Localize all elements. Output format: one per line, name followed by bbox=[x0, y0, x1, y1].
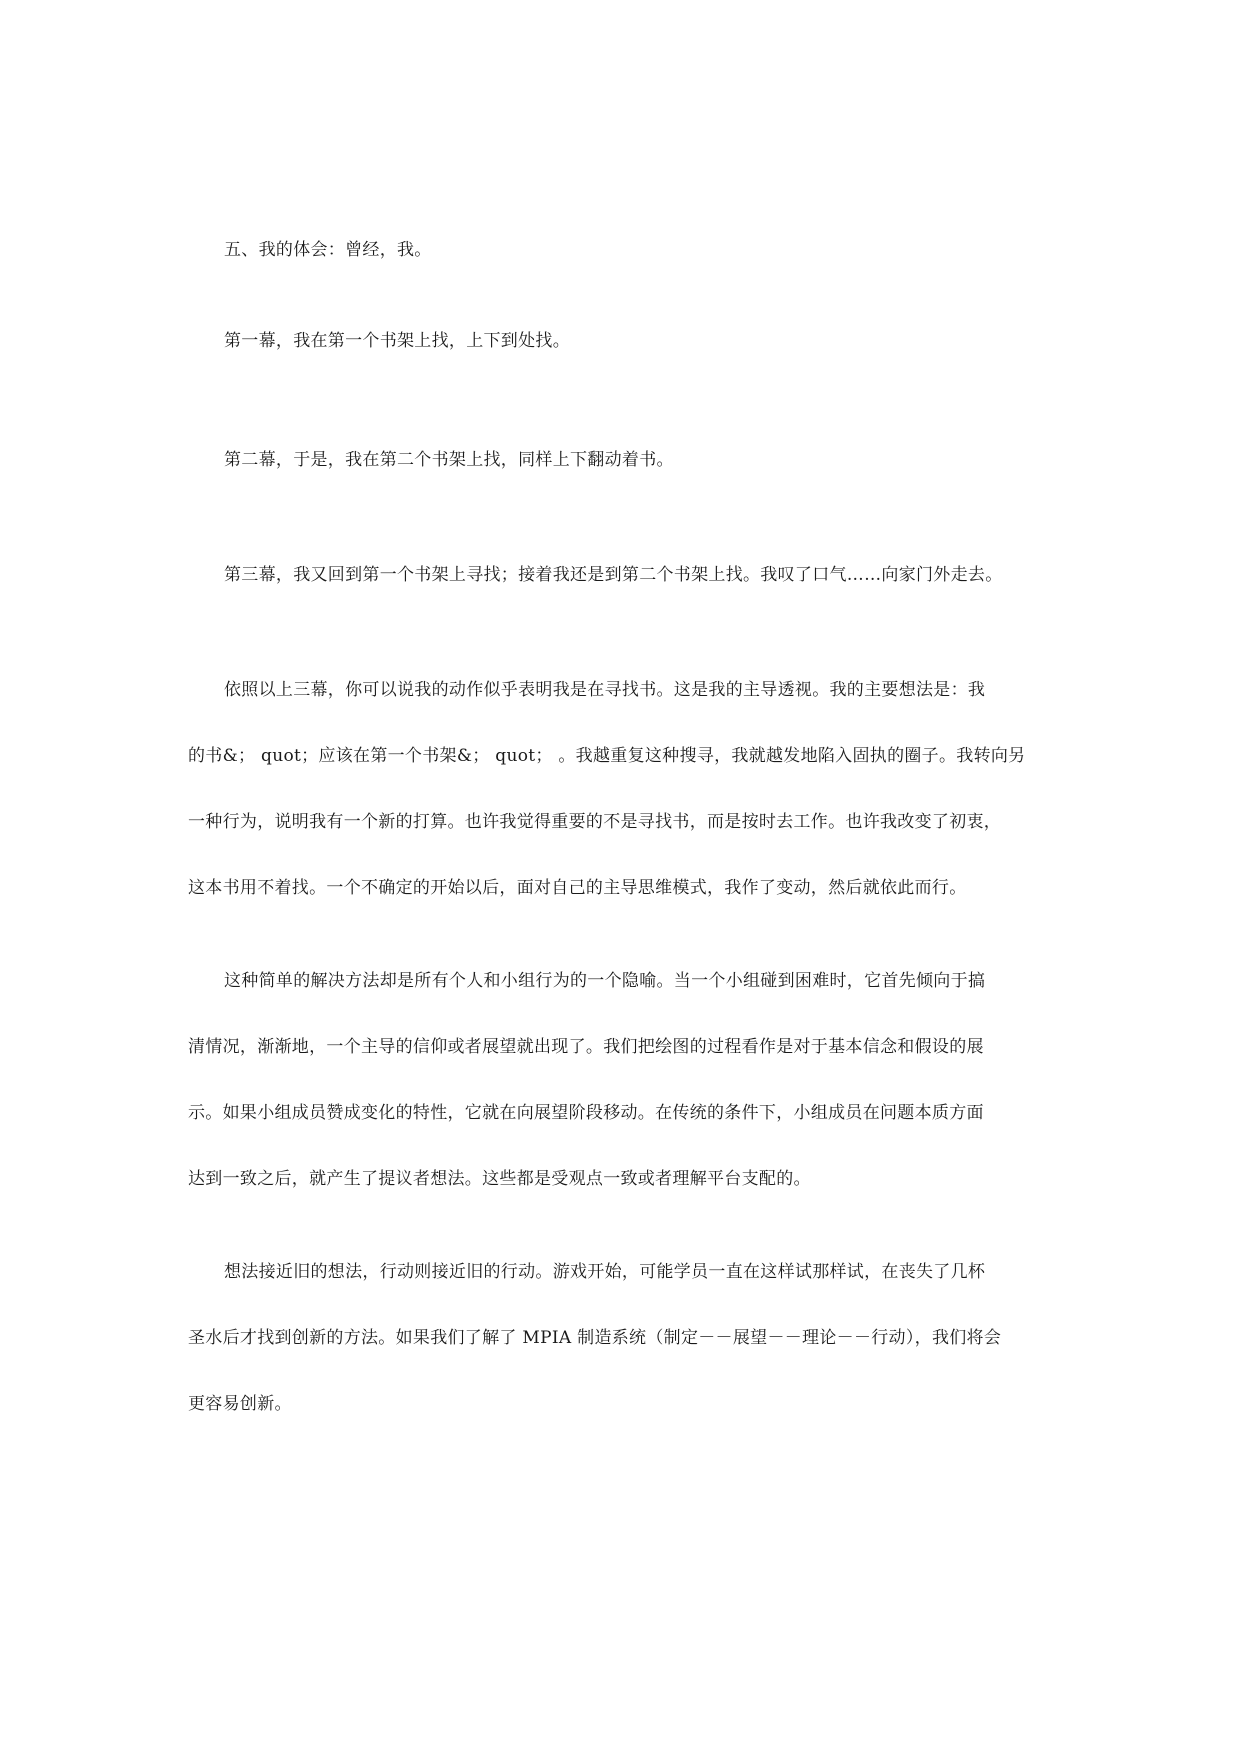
paragraph-line: 第二幕，于是，我在第二个书架上找，同样上下翻动着书。 bbox=[224, 450, 674, 470]
paragraph-metaphor bbox=[188, 948, 1060, 1212]
paragraph-line: 更容易创新。 bbox=[188, 1394, 292, 1414]
paragraph-line: 一种行为，说明我有一个新的打算。也许我觉得重要的不是寻找书，而是按时去工作。也许我改变了初衷， bbox=[188, 812, 1002, 832]
paragraph-scene-three bbox=[188, 542, 1060, 608]
paragraph-line: 想法接近旧的想法，行动则接近旧的行动。游戏开始，可能学员一直在这样试那样试，在丧失了几杯 bbox=[224, 1262, 986, 1282]
paragraph-innovation bbox=[188, 1239, 1060, 1437]
paragraph-line: 第三幕，我又回到第一个书架上寻找；接着我还是到第二个书架上找。我叹了口气……向家门外走去。 bbox=[224, 565, 1003, 585]
paragraph-line: 圣水后才找到创新的方法。如果我们了解了 MPIA 制造系统（制定－－展望－－理论－－行动），我们将会 bbox=[188, 1328, 1002, 1348]
paragraph-line: 第一幕，我在第一个书架上找，上下到处找。 bbox=[224, 331, 570, 351]
paragraph-line: 依照以上三幕，你可以说我的动作似乎表明我是在寻找书。这是我的主导透视。我的主要想法是：我 bbox=[224, 680, 986, 700]
paragraph-line: 示。如果小组成员赞成变化的特性，它就在向展望阶段移动。在传统的条件下，小组成员在问题本质方面 bbox=[188, 1103, 984, 1123]
paragraph-interpretation bbox=[188, 657, 1060, 921]
paragraph-scene-two bbox=[188, 427, 1060, 493]
paragraph-line: 这种简单的解决方法却是所有个人和小组行为的一个隐喻。当一个小组碰到困难时，它首先倾向于搞 bbox=[224, 971, 986, 991]
paragraph-scene-one bbox=[188, 308, 1060, 374]
paragraph-line: 清情况，渐渐地，一个主导的信仰或者展望就出现了。我们把绘图的过程看作是对于基本信念和假设的展 bbox=[188, 1037, 984, 1057]
section-heading bbox=[188, 217, 1060, 283]
paragraph-line: 这本书用不着找。一个不确定的开始以后，面对自己的主导思维模式，我作了变动，然后就依此而行。 bbox=[188, 878, 967, 898]
paragraph-line: 五、我的体会：曾经，我。 bbox=[224, 240, 432, 260]
paragraph-line: 的书&； quot；应该在第一个书架&； quot； 。我越重复这种搜寻，我就越发地陷入固执的圈子。我转向另 bbox=[188, 746, 1026, 766]
paragraph-line: 达到一致之后，就产生了提议者想法。这些都是受观点一致或者理解平台支配的。 bbox=[188, 1169, 811, 1189]
